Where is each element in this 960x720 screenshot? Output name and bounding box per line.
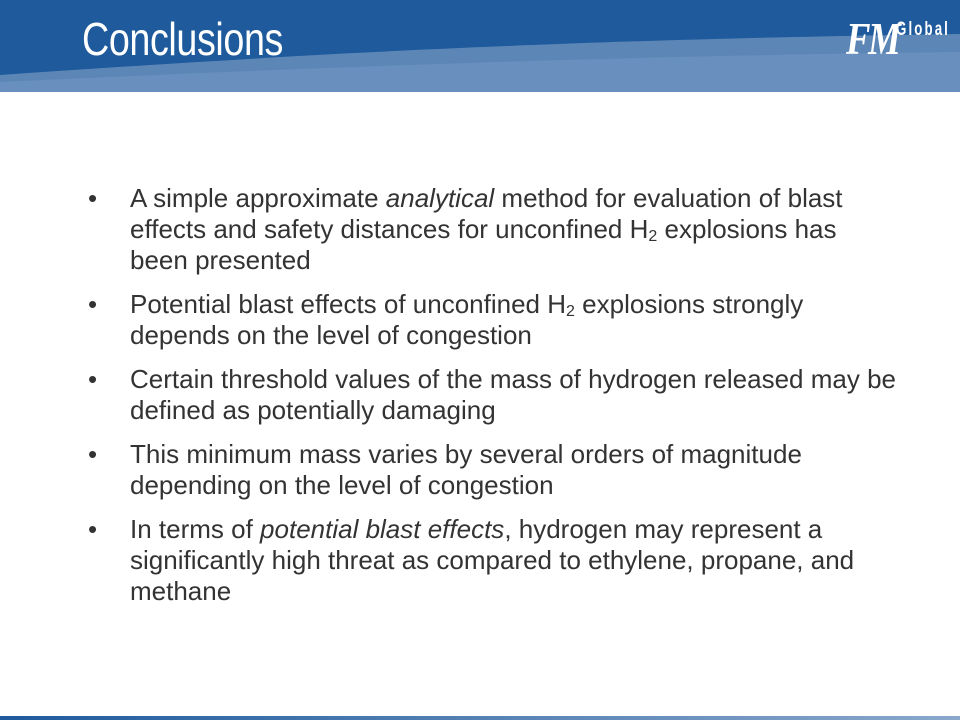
emphasis: analytical	[385, 183, 495, 213]
bullet-text	[130, 514, 900, 607]
bullet-marker: •	[88, 364, 98, 394]
text-run: This minimum mass varies by several orders of magnitude depending on the level of congestion	[130, 439, 802, 500]
subscript: 2	[566, 303, 575, 320]
bullet-marker: •	[88, 183, 98, 213]
bullet-item	[0, 183, 960, 276]
text-run: A simple approximate	[130, 183, 386, 213]
text-run: method for evaluation of blast effects and safety distances for unconfined H	[130, 183, 843, 244]
bullet-text	[130, 289, 900, 351]
logo-global-text: Global	[896, 19, 950, 40]
bullet-marker: •	[88, 514, 98, 544]
text-run: In terms of	[130, 514, 261, 544]
header-bar	[0, 0, 960, 92]
text-run: explosions has been presented	[130, 214, 837, 275]
bullet-text	[130, 183, 900, 276]
slide-title: Conclusions	[82, 13, 283, 65]
logo-fm-text: FM	[846, 13, 899, 64]
bullet-item	[0, 364, 960, 426]
bullet-text	[130, 439, 900, 501]
text-run: Potential blast effects of unconfined H	[130, 289, 567, 319]
fm-global-logo	[846, 13, 950, 70]
bullet-marker: •	[88, 439, 98, 469]
bullet-item	[0, 439, 960, 501]
text-run: explosions strongly depends on the level of congestion	[130, 289, 804, 350]
emphasis: potential blast effects	[260, 514, 505, 544]
text-run: , hydrogen may represent a significantly high threat as compared to ethylene, propane, and methane	[130, 514, 855, 606]
bullet-item	[0, 289, 960, 351]
bullet-text	[130, 364, 900, 426]
bullet-marker: •	[88, 289, 98, 319]
conclusions-list	[0, 183, 960, 620]
bullet-item	[0, 514, 960, 607]
footer-divider	[0, 716, 960, 720]
text-run: Certain threshold values of the mass of hydrogen released may be defined as potentially damaging	[130, 364, 896, 425]
subscript: 2	[648, 228, 658, 245]
